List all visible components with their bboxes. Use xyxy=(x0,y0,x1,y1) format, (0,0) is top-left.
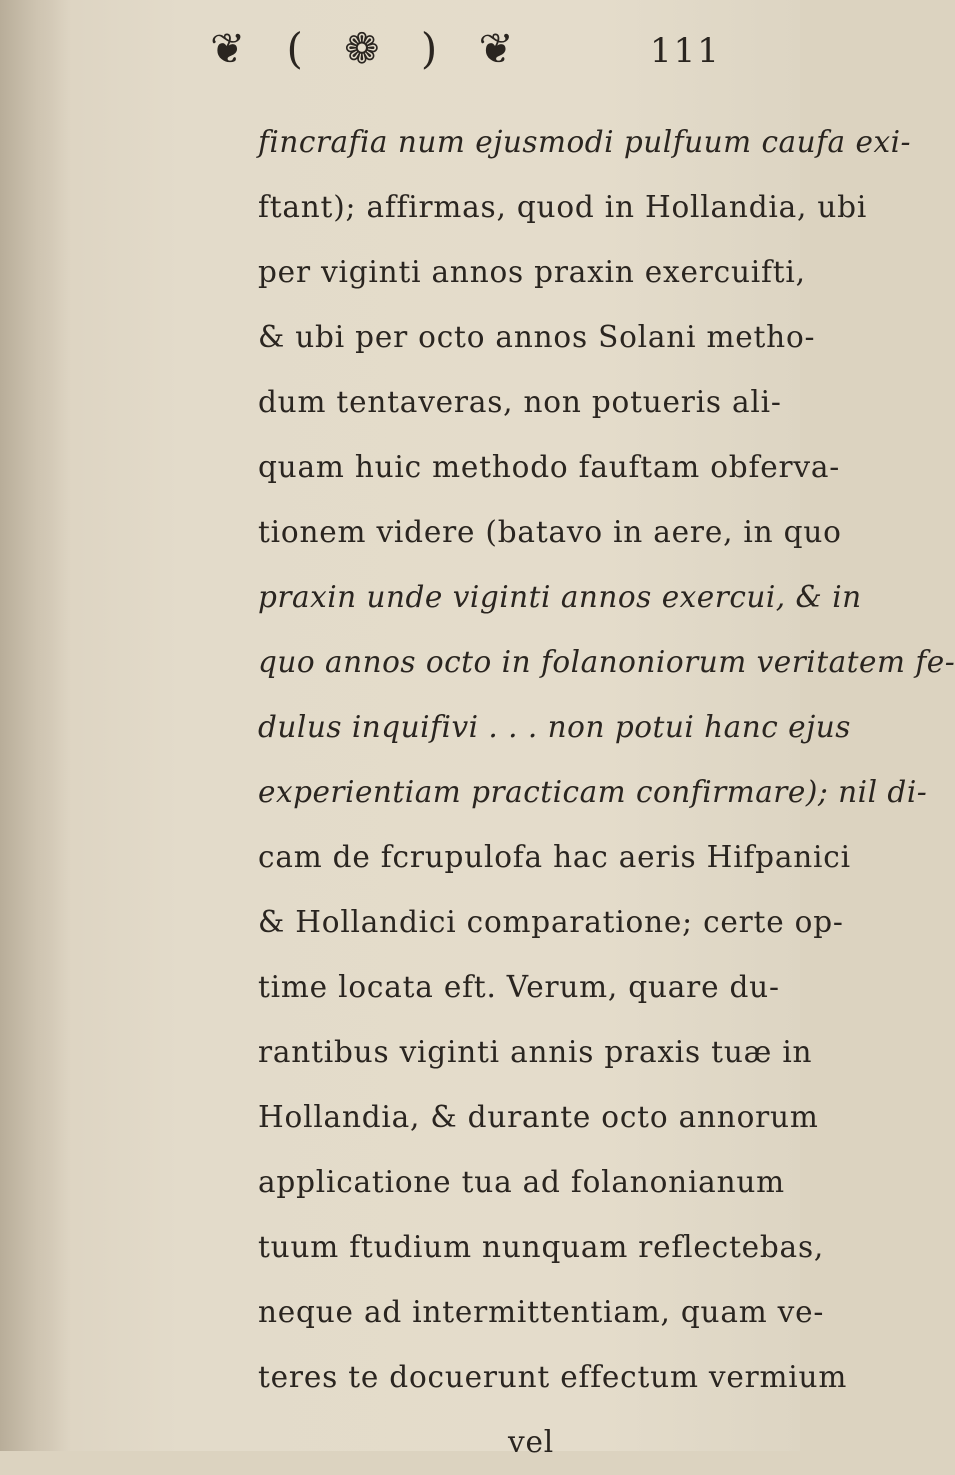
text-line: praxin unde viginti annos exercui, & in xyxy=(258,580,862,614)
text-line: Hollandia, & durante octo annorum xyxy=(258,1100,819,1134)
text-line: rantibus viginti annis praxis tuæ in xyxy=(258,1035,813,1069)
text-line: vel xyxy=(508,1425,554,1459)
header-ornament: ❦ ( ❁ ) ❦ xyxy=(210,24,528,73)
text-line: tionem videre (batavo in aere, in quo xyxy=(258,515,842,549)
text-line: quo annos octo in folanoniorum veritatem fe- xyxy=(258,645,955,679)
page-number: 111 xyxy=(650,31,721,71)
text-line: per viginti annos praxin exercuifti, xyxy=(258,255,806,289)
text-line: quam huic methodo fauftam obferva- xyxy=(258,450,840,484)
text-line: dulus inquifivi . . . non potui hanc ejus xyxy=(258,710,851,744)
running-header xyxy=(210,24,770,74)
text-line: dum tentaveras, non potueris ali- xyxy=(258,385,782,419)
text-line: cam de fcrupulofa hac aeris Hifpanici xyxy=(258,840,851,874)
text-line: fincrafia num ejusmodi pulfuum caufa exi- xyxy=(258,125,911,159)
text-line: & ubi per octo annos Solani metho- xyxy=(258,320,816,354)
text-line: experientiam practicam confirmare); nil di- xyxy=(258,775,928,809)
text-line: neque ad intermittentiam, quam ve- xyxy=(258,1295,825,1329)
page-gutter-shadow xyxy=(0,0,70,1451)
text-line: & Hollandici comparatione; certe op- xyxy=(258,905,844,939)
text-line: ftant); affirmas, quod in Hollandia, ubi xyxy=(258,190,868,224)
text-line: tuum ftudium nunquam reflectebas, xyxy=(258,1230,825,1264)
text-line: applicatione tua ad folanonianum xyxy=(258,1165,785,1199)
body-text xyxy=(258,110,955,1475)
text-line: teres te docuerunt effectum vermium xyxy=(258,1360,848,1394)
text-line: time locata eft. Verum, quare du- xyxy=(258,970,780,1004)
